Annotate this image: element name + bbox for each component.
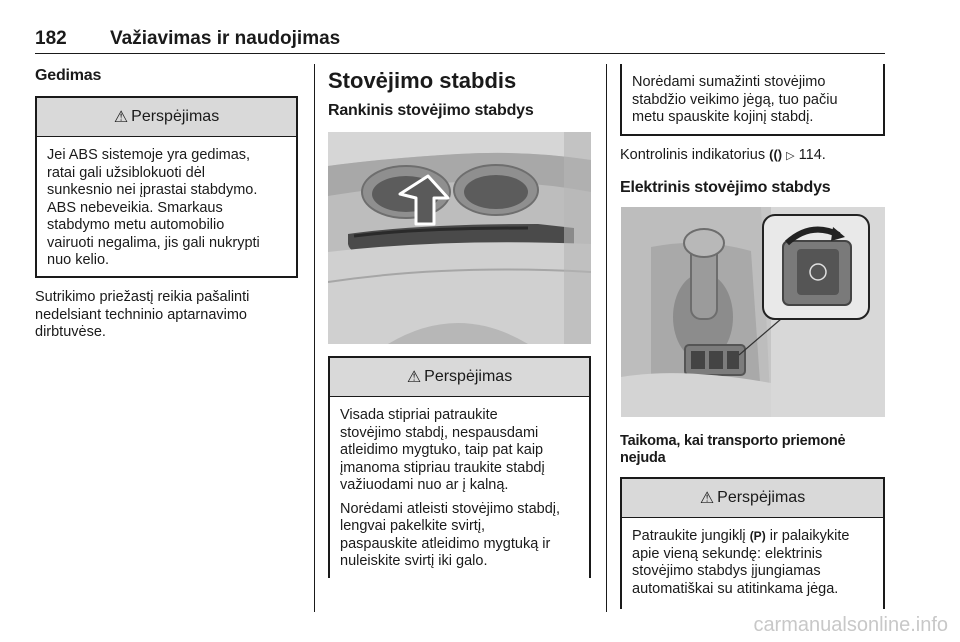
- warning-line: automatiškai su atitinkama jėga.: [632, 580, 839, 597]
- page-number: 182: [35, 28, 67, 49]
- subsection-title-electric-brake: Elektrinis stovėjimo stabdys: [620, 179, 831, 196]
- warning-title: Perspėjimas: [131, 108, 220, 125]
- warning-line: Visada stipriai patraukite: [340, 407, 498, 423]
- warning-triangle-icon: ⚠: [113, 109, 129, 126]
- repair-paragraph: [35, 289, 297, 342]
- header-rule: [35, 53, 885, 54]
- applies-heading: [620, 433, 885, 467]
- applies-line: nejuda: [620, 450, 666, 466]
- warning-line: važiuodami nuo ar į kalną.: [340, 477, 509, 493]
- chapter-title: Važiavimas ir naudojimas: [110, 28, 341, 49]
- warning-line: apie vieną sekundę: elektrinis: [632, 545, 823, 562]
- warning-body: [622, 518, 883, 606]
- applies-line: Taikoma, kai transporto priemonė: [620, 433, 846, 449]
- left-column: [35, 66, 297, 85]
- middle-column-headings: [328, 68, 592, 120]
- brake-indicator-icon: ((): [769, 147, 783, 162]
- warning-line: Norėdami atleisti stovėjimo stabdį,: [340, 500, 561, 517]
- warning-line: stovėjimo stabdys įjungiamas: [632, 563, 821, 579]
- manual-handbrake-illustration: [328, 132, 591, 344]
- warning-line: metu spauskite kojinį stabdį.: [632, 109, 814, 125]
- warning-line: ir palaikykite: [769, 528, 850, 544]
- warning-body: [330, 397, 589, 579]
- electric-brake-drawing: [621, 207, 885, 417]
- section-heading-failure: Gedimas: [35, 67, 102, 84]
- watermark: carmanualsonline.info: [753, 614, 948, 636]
- parking-switch-icon: (P): [749, 529, 766, 543]
- continued-warning-box: [620, 64, 885, 136]
- warning-box-electric-brake: [620, 477, 885, 609]
- warning-line: Norėdami sumažinti stovėjimo: [632, 74, 826, 90]
- warning-title: Perspėjimas: [717, 489, 806, 506]
- paragraph-line: dirbtuvėse.: [35, 324, 106, 340]
- warning-body: [37, 137, 296, 278]
- indicator-reference: [620, 146, 885, 166]
- column-divider-right: [606, 64, 607, 612]
- subsection-title-manual-brake: Rankinis stovėjimo stabdys: [328, 102, 534, 119]
- warning-header: [37, 98, 296, 137]
- paragraph-line: nedelsiant techninio aptarnavimo: [35, 306, 247, 323]
- handbrake-drawing: [328, 132, 591, 344]
- warning-line: atleidimo mygtuko, taip pat kaip: [340, 442, 544, 458]
- column-divider-left: [314, 64, 315, 612]
- warning-title: Perspėjimas: [424, 368, 513, 385]
- warning-line: nuleiskite svirtį iki galo.: [340, 553, 488, 569]
- electric-parking-brake-illustration: [621, 207, 885, 417]
- indicator-page-ref: 114.: [798, 147, 826, 163]
- warning-header: [622, 479, 883, 518]
- warning-line: Patraukite jungiklį: [632, 528, 746, 544]
- indicator-text: Kontrolinis indikatorius: [620, 147, 766, 163]
- section-title-parking-brake: Stovėjimo stabdis: [328, 68, 517, 93]
- warning-line: nuo kelio.: [47, 252, 110, 268]
- warning-line: stabdymo metu automobilio: [47, 217, 225, 233]
- warning-triangle-icon: ⚠: [406, 369, 422, 386]
- warning-line: vairuoti negalima, jis gali nukrypti: [47, 234, 260, 251]
- warning-line: stovėjimo stabdį, nespausdami: [340, 424, 539, 441]
- warning-triangle-icon: ⚠: [699, 490, 715, 507]
- warning-line: įmanoma stipriau traukite stabdį: [340, 459, 545, 476]
- warning-line: lengvai pakelkite svirtį,: [340, 518, 486, 534]
- page-reference-arrow-icon: ▷: [786, 150, 795, 162]
- warning-body: [622, 64, 883, 135]
- warning-line: paspauskite atleidimo mygtuką ir: [340, 535, 551, 552]
- electric-brake-heading: [620, 178, 885, 197]
- warning-box-handbrake: [328, 356, 591, 578]
- warning-box-abs: [35, 96, 298, 278]
- warning-header: [330, 358, 589, 397]
- warning-line: sunkesnio nei įprastai stabdymo.: [47, 182, 258, 198]
- warning-line: stabdžio veikimo jėgą, tuo pačiu: [632, 91, 838, 108]
- warning-line: ABS nebeveikia. Smarkaus: [47, 199, 223, 216]
- page-header: [35, 28, 885, 52]
- warning-line: Jei ABS sistemoje yra gedimas,: [47, 147, 251, 163]
- warning-line: ratai gali užsiblokuoti dėl: [47, 164, 205, 181]
- paragraph-line: Sutrikimo priežastį reikia pašalinti: [35, 289, 250, 305]
